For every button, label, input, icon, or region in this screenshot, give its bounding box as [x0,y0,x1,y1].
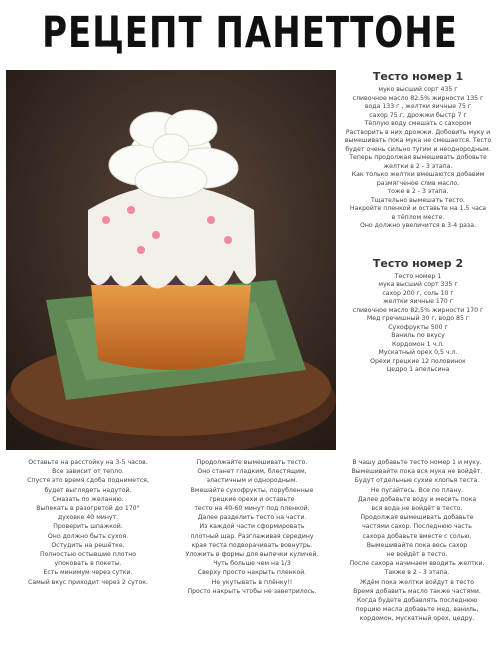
dough-1-text [340,86,496,231]
instruction-1-line: Оставьте на расстойку на 3-5 часов. [28,459,148,466]
dough-2-line: Тесто номер 1 [394,272,442,280]
instruction-1-line: Самый вкус приходит через 2 суток. [28,578,148,586]
dough-2-line: Ваниль по вкусу [391,332,445,339]
instruction-3-line: Вымешивайте пока весь сахор [366,541,468,549]
dough-1-heading: Тесто номер 1 [372,70,464,83]
dough-1-line: Как только желтки вмешаются добавим [351,171,485,178]
dough-1-line: сливочное масло 82,5% жирности 135 г [352,94,484,102]
dough-1-line: в тёплом месте. [391,213,445,221]
dough-1-line: вымешивать пока мука не смешается. Тесто [344,137,492,144]
dough-2-line: Кордомон 1 ч.л. [391,340,445,348]
instruction-1-line: Все зависит от тепло. [52,468,124,476]
dough-2-line: Орехи грецкие 12 половинок [370,357,466,365]
cake-body [91,285,251,370]
instruction-2-line: Далее разделить тесто на части. [197,514,307,522]
dough-1-line: Накройте пленкой и оставьте на 1.5 часа [349,205,487,212]
instruction-3-line: Продолжая вымешивать добавьте [360,514,474,522]
dough-2-line: Цедро 1 апельсина [386,366,450,373]
instruction-2-line: Не укутывать в плёнку!! [211,578,293,586]
instruction-3-line: вся вода не войдёт в тесто. [371,505,463,513]
instruction-3-line: Будут отдельные сухие хлопья теста. [354,477,480,485]
instruction-2-line: Чуть больше чем на 1/3 [213,560,291,568]
dough-2-line: мука высший сорт 335 г [378,281,458,288]
instruction-1-line: упоковать в покеты. [54,560,122,568]
instruction-2-line: Просто накрыть чтобы не заветрилось. [187,587,317,595]
instruction-3-line: После сахора начинаем вводить желтки. [349,560,485,568]
instruction-2-line: тесто на 40-60 минут под пленкой. [194,505,310,513]
instruction-3-line: кордомон, мускатный орех, цедру. [359,615,475,623]
instruction-2-line: грецкие орехи и оставьте [209,495,295,503]
instruction-1-line: Выпекать в разогретой до 170° [36,505,140,513]
instruction-3-line: Когда будете добавлять последнюю [356,597,478,605]
dough-2-line: Мед гречишный 30 г, водо 85 г [366,315,470,322]
instruction-1-line: Смазать по желанию. [52,495,124,503]
instruction-1-line: Спустя это время сдоба поднимется, [27,477,149,485]
dough-1-line: Растворить в них дрожжи. Добовить муку и [345,128,491,136]
instruction-3-line: В чашу добавьте тесто номер 1 и муку. [352,459,482,466]
dough-2-heading: Тесто номер 2 [372,256,464,270]
instruction-3-line: Время добавить масло также частями. [353,587,481,595]
instruction-1-line: Остудить на решётке. [51,541,125,549]
dough-1-line: будет очень сильно тугим и неоднородным. [345,145,491,153]
dough-1-line: желтки в 2 - 3 этапа. [383,162,453,170]
instruction-1-line: Есть минимум через сутки. [43,569,133,577]
instruction-2-line: Вмешайте сухофрукты, порубленные [190,486,314,494]
dough-2-line: желтки яичные 170 г [383,298,453,305]
instruction-3-line: порцию масла добавьте мед, ваниль, [355,606,479,614]
instruction-2-line: эластичным и однородным. [206,477,298,485]
instruction-2-line: Из каждой части сформировать [199,523,305,531]
panettone-photo [6,70,336,450]
instruction-3-line: Далее добавьте воду и месить пока [357,495,477,503]
instruction-2-line: края теста подворачивать вовнутрь. [191,541,313,549]
instruction-1-line: Проверить шпажкой. [53,523,123,531]
instruction-3-line: сахора добавьте вместе с солью. [362,532,472,540]
dough-2-line: Сухофрукты 500 г [388,323,448,331]
instruction-2-line: плотный шар. Разглаживая середину [190,532,314,540]
instructions-column-3 [338,458,496,624]
instructions-column-2 [172,458,332,596]
instruction-2-line: Оно станет гладким, блестящим, [197,468,307,476]
dough-1-2-column [340,70,496,375]
dough-1-line: тоже в 2 - 3 этапа. [387,188,449,195]
dough-1-line: Теперь продолжая вымешивать добовьте [349,154,487,161]
dough-1-line: муко высший сорт 435 г [378,86,458,93]
dough-1-line: Тёплую воду смешать с сахором [364,120,472,127]
dough-1-line: сахор 75 г, дрожжи быстр 7 г [369,111,467,119]
instruction-3-line: Не пугайтесь. Все по плану. [370,486,464,494]
page-title: РЕЦЕПТ ПАНЕТТОНЕ [42,8,458,58]
dough-1-line: размягченое слив масло, [376,179,460,187]
instruction-2-line: Уложить в формы для выпечки куличей. [185,551,319,559]
instruction-1-line: будет выглядеть надутой. [44,486,132,494]
instruction-3-line: Вымешивайте пока вся мука не войдёт. [351,468,483,476]
icing [88,185,256,289]
instructions-column-1 [8,458,168,587]
instruction-1-line: Оно должно быть сухоя. [47,532,129,540]
dough-1-line: Оно должно увеличится в 3-4 раза. [360,222,476,229]
dough-1-line: Тщательно вымешать тесто. [370,196,466,204]
instruction-3-line: частями сахор. Последнюю часть [362,523,472,531]
instruction-2-line: Сверху просто накрыть пленкой. [197,569,307,577]
dough-2-line: Мускатный орех 0,5 ч.л. [378,349,458,356]
dough-2-text [340,273,496,375]
instruction-2-line: Продолжайте вымешивать тесто. [196,459,308,466]
instruction-1-line: Полностью остывшие плотно [39,551,137,559]
instruction-3-line: Ждём пока желтки войдут в тесто [359,578,475,586]
dough-1-line: вода 133 г , желтки яичные 75 г [364,103,472,110]
instruction-3-line: Также в 2 - 3 этапа. [384,569,450,577]
panettone-illustration [6,70,336,450]
dough-2-line: сливочное масло 82,5% жирности 170 г [352,306,484,314]
instruction-3-line: не войдёт в тесто. [386,551,448,559]
instruction-1-line: духовке 40 минут. [57,514,119,522]
dough-2-line: сахор 200 г, соль 10 г [382,289,454,297]
